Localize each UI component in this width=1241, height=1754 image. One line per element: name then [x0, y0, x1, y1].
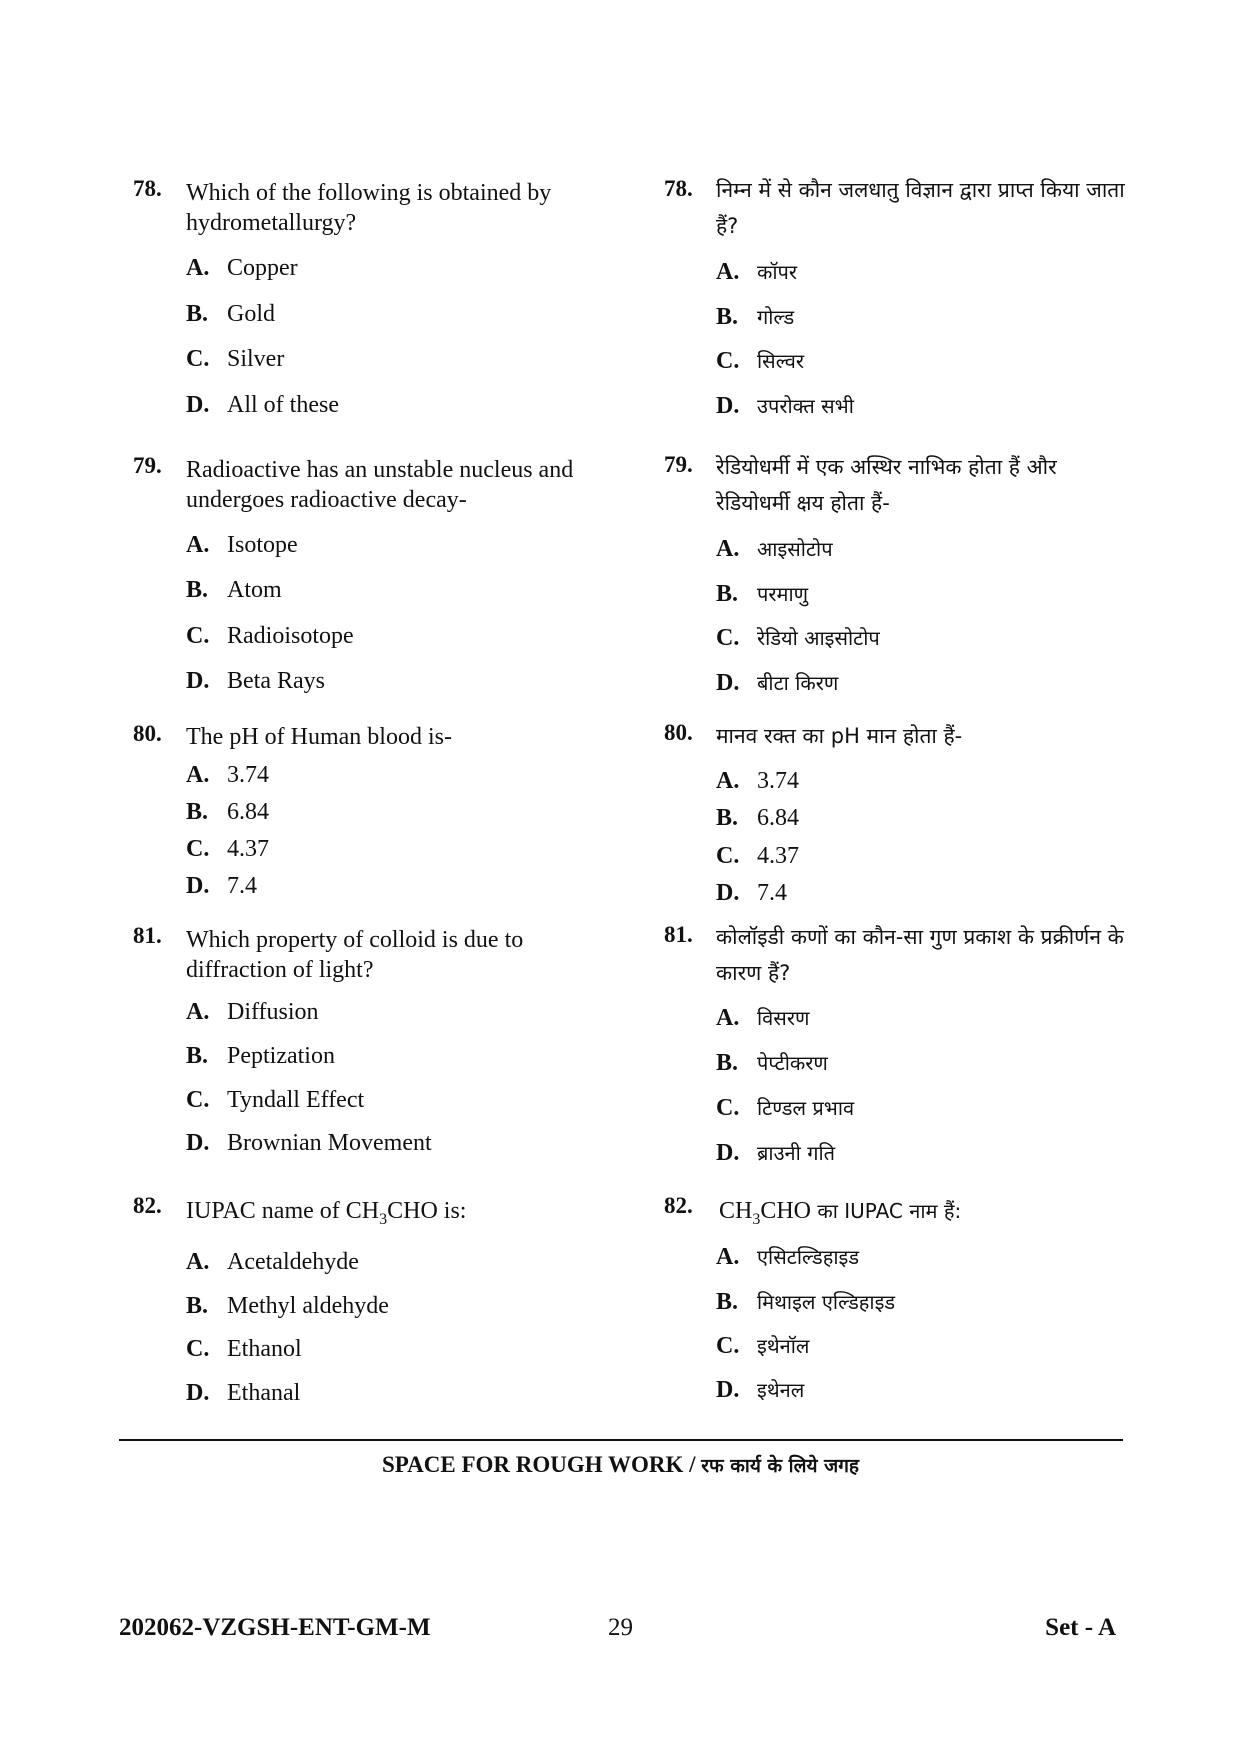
option: C. 4.37 — [716, 843, 799, 869]
option: A. Copper — [186, 255, 298, 281]
page-number: 29 — [608, 1614, 633, 1641]
question-number: 82. — [133, 1193, 162, 1218]
option: B. Methyl aldehyde — [186, 1293, 389, 1319]
option: C. इथेनॉल — [716, 1333, 810, 1359]
question-text: The pH of Human blood is- — [186, 724, 452, 750]
set-label: Set - A — [1045, 1614, 1116, 1641]
option: C. 4.37 — [186, 836, 269, 862]
question-number: 78. — [664, 176, 693, 201]
question-number: 80. — [133, 721, 162, 746]
question-text: मानव रक्त का pH मान होता हैं- — [716, 724, 963, 748]
option: C. टिण्डल प्रभाव — [716, 1095, 855, 1121]
question-number: 79. — [664, 452, 693, 477]
option: B. गोल्ड — [716, 304, 795, 330]
question-number: 80. — [664, 720, 693, 745]
paper-code: 202062-VZGSH-ENT-GM-M — [119, 1614, 431, 1641]
question-text: $CH_3CHO$ का IUPAC नाम हैं: — [719, 1198, 962, 1228]
option: C. रेडियो आइसोटोप — [716, 625, 880, 651]
option: C. सिल्वर — [716, 348, 805, 374]
option: B. Gold — [186, 301, 275, 327]
option: B. Atom — [186, 577, 282, 603]
option: A. कॉपर — [716, 259, 798, 285]
option: B. 6.84 — [186, 799, 269, 825]
question-text: कोलॉइडी कणों का कौन-सा गुण प्रकाश के प्रक्रीर्णन के कारण हैं? — [716, 925, 1124, 985]
option: D. 7.4 — [186, 873, 257, 899]
option: C. Ethanol — [186, 1336, 302, 1362]
option: D. ब्राउनी गति — [716, 1140, 836, 1166]
question-text: Which property of colloid is due to diffraction of light? — [186, 927, 524, 983]
option: C. Radioisotope — [186, 623, 354, 649]
divider-rule — [119, 1439, 1123, 1441]
option: A. 3.74 — [716, 768, 799, 794]
option: B. परमाणु — [716, 581, 809, 607]
option: D. इथेनल — [716, 1377, 805, 1403]
question-number: 78. — [133, 176, 162, 201]
option: C. Silver — [186, 346, 285, 372]
question-text: IUPAC name of $CH_3CHO$ is: — [186, 1198, 467, 1228]
option: B. 6.84 — [716, 805, 799, 831]
question-number: 82. — [664, 1193, 693, 1218]
option: D. बीटा किरण — [716, 670, 839, 696]
question-text: रेडियोधर्मी में एक अस्थिर नाभिक होता हैं और रेडियोधर्मी क्षय होता हैं- — [716, 455, 1057, 515]
option: D. Beta Rays — [186, 668, 325, 694]
option: A. Isotope — [186, 532, 298, 558]
option: A. विसरण — [716, 1005, 810, 1031]
question-text: निम्न में से कौन जलधातु विज्ञान द्वारा प्राप्त किया जाता हैं? — [716, 178, 1125, 238]
option: B. पेप्टीकरण — [716, 1050, 828, 1076]
question-number: 81. — [133, 923, 162, 948]
option: A. एसिटल्डिहाइड — [716, 1244, 860, 1270]
option: A. Acetaldehyde — [186, 1249, 359, 1275]
question-number: 79. — [133, 453, 162, 478]
rough-work-label: SPACE FOR ROUGH WORK / रफ कार्य के लिये जगह — [382, 1452, 859, 1477]
question-text: Which of the following is obtained by hydrometallurgy? — [186, 180, 552, 236]
option: B. मिथाइल एल्डिहाइड — [716, 1289, 896, 1315]
option: D. Brownian Movement — [186, 1130, 432, 1156]
option: A. आइसोटोप — [716, 536, 833, 562]
option: A. 3.74 — [186, 762, 269, 788]
option: D. Ethanal — [186, 1380, 301, 1406]
option: A. Diffusion — [186, 999, 319, 1025]
option: C. Tyndall Effect — [186, 1087, 365, 1113]
option: D. उपरोक्त सभी — [716, 393, 854, 419]
option: D. All of these — [186, 392, 339, 418]
question-text: Radioactive has an unstable nucleus and undergoes radioactive decay- — [186, 457, 574, 513]
option: D. 7.4 — [716, 880, 787, 906]
question-number: 81. — [664, 922, 693, 947]
option: B. Peptization — [186, 1043, 335, 1069]
